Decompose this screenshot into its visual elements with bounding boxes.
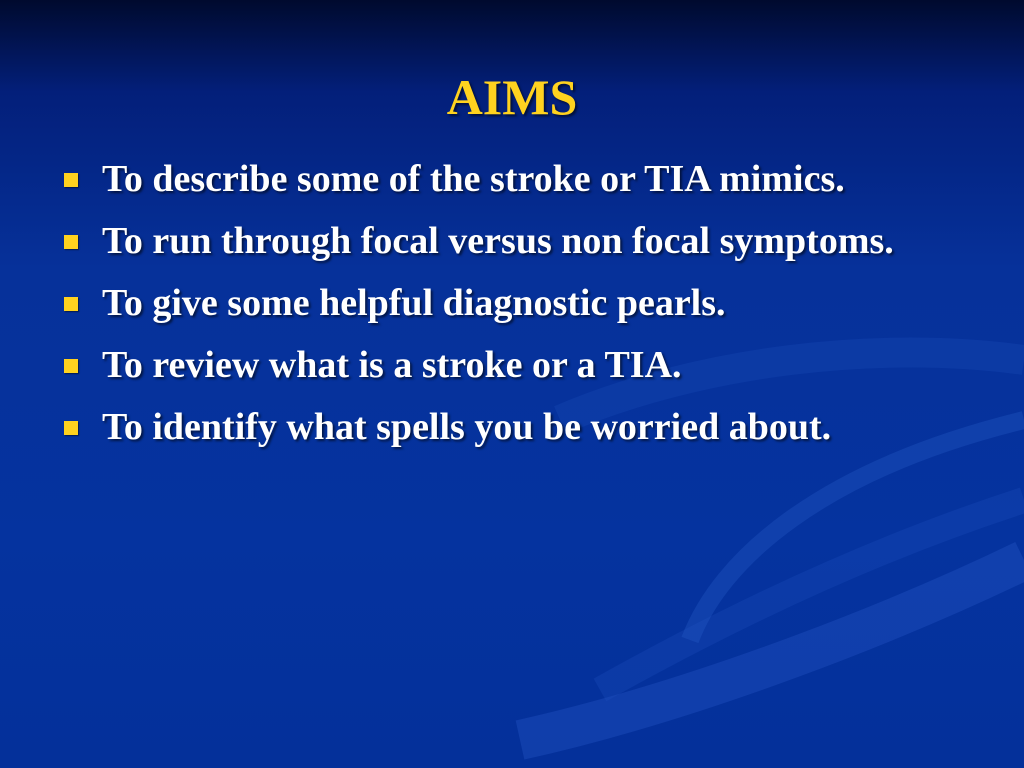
bullet-item [62, 278, 962, 328]
square-bullet-icon [64, 297, 78, 311]
bullet-text: To give some helpful diagnostic pearls. [102, 282, 726, 324]
bullet-text: To review what is a stroke or a TIA. [102, 344, 682, 386]
square-bullet-icon [64, 173, 78, 187]
bullet-text: To describe some of the stroke or TIA mimics. [102, 158, 845, 200]
slide-title: AIMS [446, 69, 578, 125]
square-bullet-icon [64, 421, 78, 435]
bullet-item [62, 402, 962, 452]
square-bullet-icon [64, 359, 78, 373]
bullet-item [62, 216, 962, 266]
bullet-list [62, 154, 962, 464]
square-bullet-icon [64, 235, 78, 249]
bullet-text: To identify what spells you be worried about. [102, 406, 832, 448]
bullet-text: To run through focal versus non focal symptoms. [102, 220, 894, 262]
bullet-item [62, 154, 962, 204]
bullet-item [62, 340, 962, 390]
